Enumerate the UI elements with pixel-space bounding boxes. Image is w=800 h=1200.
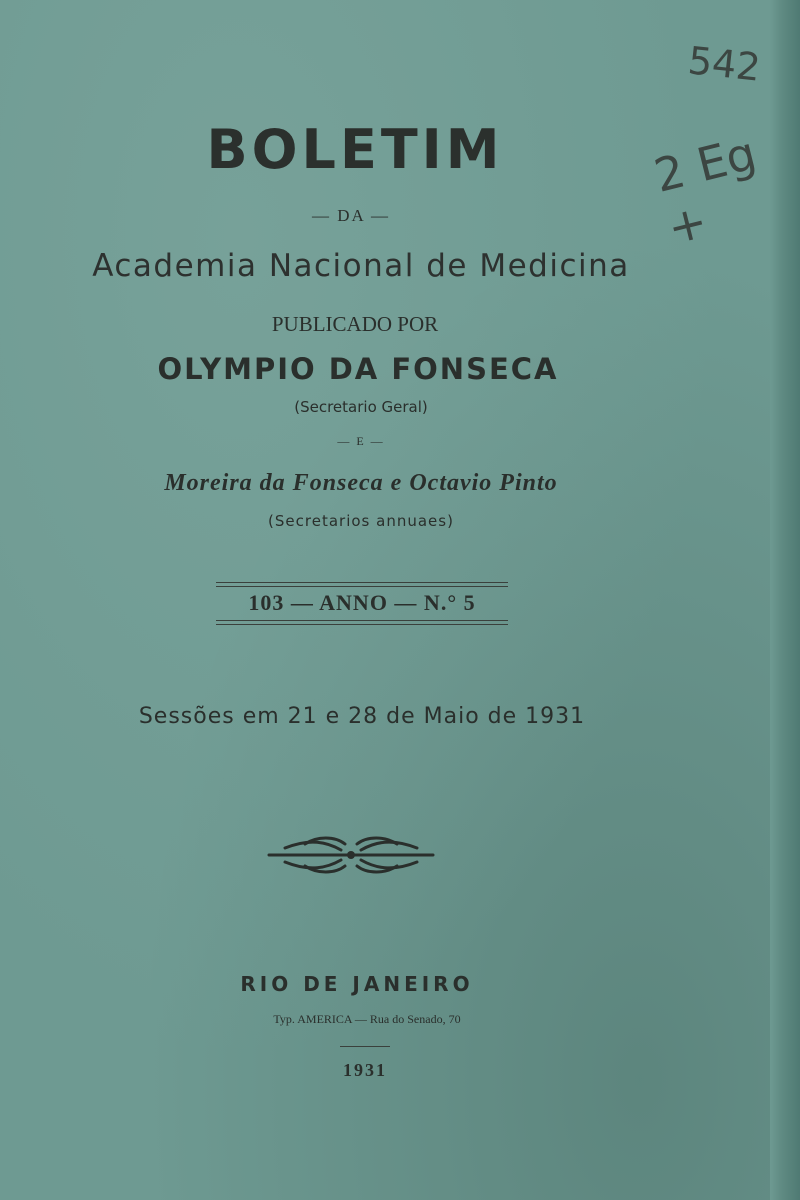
issue-bottom-rule-thin	[216, 624, 508, 625]
co-editors: Moreira da Fonseca e Octavio Pinto	[164, 470, 558, 496]
handwritten-note-side: 2 Eg +	[649, 125, 762, 256]
issue-bottom-rule	[216, 620, 508, 621]
page-title: BOLETIM	[206, 118, 504, 181]
published-by-label: PUBLICADO POR	[271, 312, 439, 336]
issue-top-rule	[216, 582, 508, 583]
institution-name: Academia Nacional de Medicina	[92, 248, 630, 284]
sessions-line: Sessões em 21 e 28 de Maio de 1931	[138, 704, 586, 729]
conjunction-line: — E —	[337, 434, 385, 448]
co-editors-role: (Secretarios annuaes)	[268, 512, 454, 530]
year-rule	[340, 1046, 390, 1047]
printer-line: Typ. AMERICA — Rua do Senado, 70	[273, 1012, 461, 1026]
editor-role: (Secretario Geral)	[294, 398, 428, 416]
issue-top-rule-thin	[216, 586, 508, 587]
issue-number: 103 — ANNO — N.° 5	[248, 590, 476, 615]
handwritten-note-top: 542	[685, 38, 763, 90]
editor-name: OLYMPIO DA FONSECA	[157, 352, 559, 386]
publication-year: 1931	[343, 1060, 387, 1080]
da-line: — DA —	[311, 206, 391, 225]
ornament-flourish	[265, 832, 437, 878]
city-name: RIO DE JANEIRO	[240, 972, 474, 996]
